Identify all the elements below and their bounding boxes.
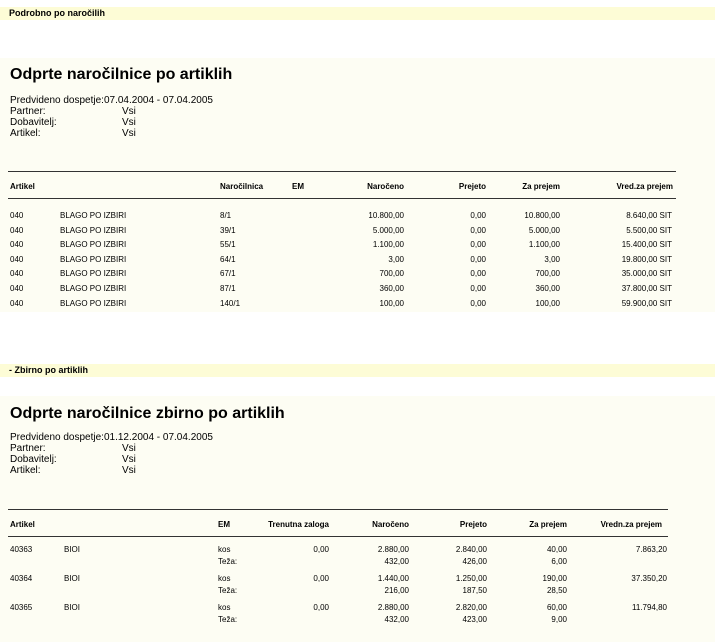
cell-za-prejem: 10.800,00 [524,211,560,220]
cell-vrednost: 37.800,00 SIT [621,284,672,293]
cell-za-prejem: 1.100,00 [528,240,560,249]
cell-teza-label: Teža: [218,615,238,624]
col-em-header: EM [292,182,304,191]
cell-za-prejem: 190,00 [542,574,567,583]
cell-za-prejem: 5.000,00 [528,226,560,235]
filter-artikel [10,465,213,476]
filter-value: Vsi [122,465,136,476]
cell-naroceno: 2.880,00 [377,603,409,612]
cell-vrednost: 59.900,00 SIT [621,299,672,308]
cell-narocilnica: 8/1 [220,211,232,220]
cell-vrednost: 19.800,00 SIT [621,255,672,264]
cell-naziv: BIOI [64,574,81,583]
filter-value: 01.12.2004 - 07.04.2005 [103,432,213,443]
table-divider [8,198,676,199]
cell-naroceno: 100,00 [379,299,404,308]
cell-narocilnica: 87/1 [220,284,236,293]
cell-naroceno: 10.800,00 [368,211,404,220]
col-vrednost-header: Vredn.za prejem [600,520,662,529]
cell-vrednost: 8.640,00 SIT [626,211,672,220]
cell-za-prejem: 700,00 [535,269,560,278]
filter-partner [10,106,213,117]
cell-zaloga: 0,00 [313,574,329,583]
col-zaloga-header: Trenutna zaloga [268,520,329,529]
cell-em: kos [218,574,231,583]
filter-value: Vsi [122,128,136,139]
report-filters [10,95,213,139]
cell-narocilnica: 140/1 [220,299,241,308]
cell-teza-prejeto: 423,00 [462,615,487,624]
col-naroceno-header: Naročeno [367,182,404,191]
cell-naroceno: 360,00 [379,284,404,293]
col-artikel-header: Artikel [10,182,35,191]
filter-predvideno [10,432,213,443]
cell-zaloga: 0,00 [313,545,329,554]
col-naroceno-header: Naročeno [372,520,409,529]
cell-naroceno: 2.880,00 [377,545,409,554]
cell-naroceno: 700,00 [379,269,404,278]
cell-narocilnica: 67/1 [220,269,236,278]
table-divider [8,536,668,537]
col-artikel-header: Artikel [10,520,35,529]
cell-prejeto: 0,00 [470,226,486,235]
cell-teza-naroceno: 216,00 [384,586,409,595]
filter-artikel [10,128,213,139]
cell-teza-prejeto: 187,50 [462,586,487,595]
filter-partner [10,443,213,454]
cell-narocilnica: 64/1 [220,255,236,264]
cell-prejeto: 2.840,00 [455,545,487,554]
cell-naziv: BLAGO PO IZBIRI [60,240,127,249]
filter-value: Vsi [122,454,136,465]
cell-naziv: BIOI [64,603,81,612]
cell-za-prejem: 3,00 [544,255,560,264]
cell-teza-naroceno: 432,00 [384,615,409,624]
cell-prejeto: 0,00 [470,299,486,308]
cell-artikel: 040 [10,299,24,308]
col-prejeto-header: Prejeto [458,182,486,191]
filter-label: Artikel: [10,465,41,476]
cell-artikel: 040 [10,211,24,220]
cell-artikel: 040 [10,226,24,235]
report-filters [10,432,213,476]
section-header-podrobno[interactable]: Podrobno po naročilih [0,7,715,20]
filter-label: Artikel: [10,128,41,139]
cell-naroceno: 1.440,00 [377,574,409,583]
cell-vrednost: 15.400,00 SIT [621,240,672,249]
cell-em: kos [218,603,231,612]
cell-naziv: BLAGO PO IZBIRI [60,284,127,293]
cell-prejeto: 0,00 [470,211,486,220]
cell-teza-za-prejem: 9,00 [551,615,567,624]
cell-teza-naroceno: 432,00 [384,557,409,566]
filter-dobavitelj [10,454,213,465]
cell-prejeto: 0,00 [470,269,486,278]
cell-prejeto: 1.250,00 [455,574,487,583]
filter-label: Predvideno dospetje: [10,432,104,443]
cell-naroceno: 5.000,00 [372,226,404,235]
cell-teza-za-prejem: 6,00 [551,557,567,566]
col-narocilnica-header: Naročilnica [220,182,264,191]
report-title: Odprte naročilnice po artiklih [10,66,233,83]
cell-naroceno: 1.100,00 [372,240,404,249]
cell-artikel: 040 [10,255,24,264]
cell-narocilnica: 39/1 [220,226,236,235]
cell-prejeto: 0,00 [470,255,486,264]
cell-za-prejem: 40,00 [546,545,567,554]
filter-label: Dobavitelj: [10,117,57,128]
cell-artikel: 40363 [10,545,33,554]
filter-dobavitelj [10,117,213,128]
col-za-prejem-header: Za prejem [522,182,560,191]
cell-za-prejem: 360,00 [535,284,560,293]
cell-artikel: 040 [10,240,24,249]
report-title: Odprte naročilnice zbirno po artiklih [10,405,285,422]
cell-naziv: BLAGO PO IZBIRI [60,211,127,220]
cell-naziv: BLAGO PO IZBIRI [60,269,127,278]
cell-artikel: 40364 [10,574,33,583]
filter-label: Partner: [10,106,46,117]
col-vrednost-header: Vred.za prejem [616,182,673,191]
col-em-header: EM [218,520,230,529]
filter-value: Vsi [122,443,136,454]
cell-narocilnica: 55/1 [220,240,236,249]
col-za-prejem-header: Za prejem [529,520,567,529]
cell-teza-prejeto: 426,00 [462,557,487,566]
filter-label: Partner: [10,443,46,454]
cell-prejeto: 0,00 [470,284,486,293]
cell-naziv: BLAGO PO IZBIRI [60,255,127,264]
cell-naziv: BLAGO PO IZBIRI [60,299,127,308]
cell-teza-label: Teža: [218,557,238,566]
cell-naziv: BLAGO PO IZBIRI [60,226,127,235]
cell-vrednost: 35.000,00 SIT [621,269,672,278]
cell-naziv: BIOI [64,545,81,554]
cell-prejeto: 2.820,00 [455,603,487,612]
cell-artikel: 40365 [10,603,33,612]
cell-vrednost: 5.500,00 SIT [626,226,672,235]
section-header-zbirno[interactable]: - Zbirno po artiklih [0,364,715,377]
cell-vrednost: 7.863,20 [635,545,667,554]
table-divider [8,171,676,172]
cell-prejeto: 0,00 [470,240,486,249]
filter-value: 07.04.2004 - 07.04.2005 [103,95,213,106]
cell-naroceno: 3,00 [388,255,404,264]
cell-teza-label: Teža: [218,586,238,595]
filter-predvideno [10,95,213,106]
filter-label: Predvideno dospetje: [10,95,104,106]
filter-label: Dobavitelj: [10,454,57,465]
cell-za-prejem: 60,00 [546,603,567,612]
cell-artikel: 040 [10,269,24,278]
cell-teza-za-prejem: 28,50 [546,586,567,595]
filter-value: Vsi [122,106,136,117]
col-prejeto-header: Prejeto [459,520,487,529]
cell-za-prejem: 100,00 [535,299,560,308]
cell-em: kos [218,545,231,554]
cell-vrednost: 37.350,20 [631,574,667,583]
cell-artikel: 040 [10,284,24,293]
cell-zaloga: 0,00 [313,603,329,612]
filter-value: Vsi [122,117,136,128]
table-divider [8,509,668,510]
cell-vrednost: 11.794,80 [632,603,667,612]
